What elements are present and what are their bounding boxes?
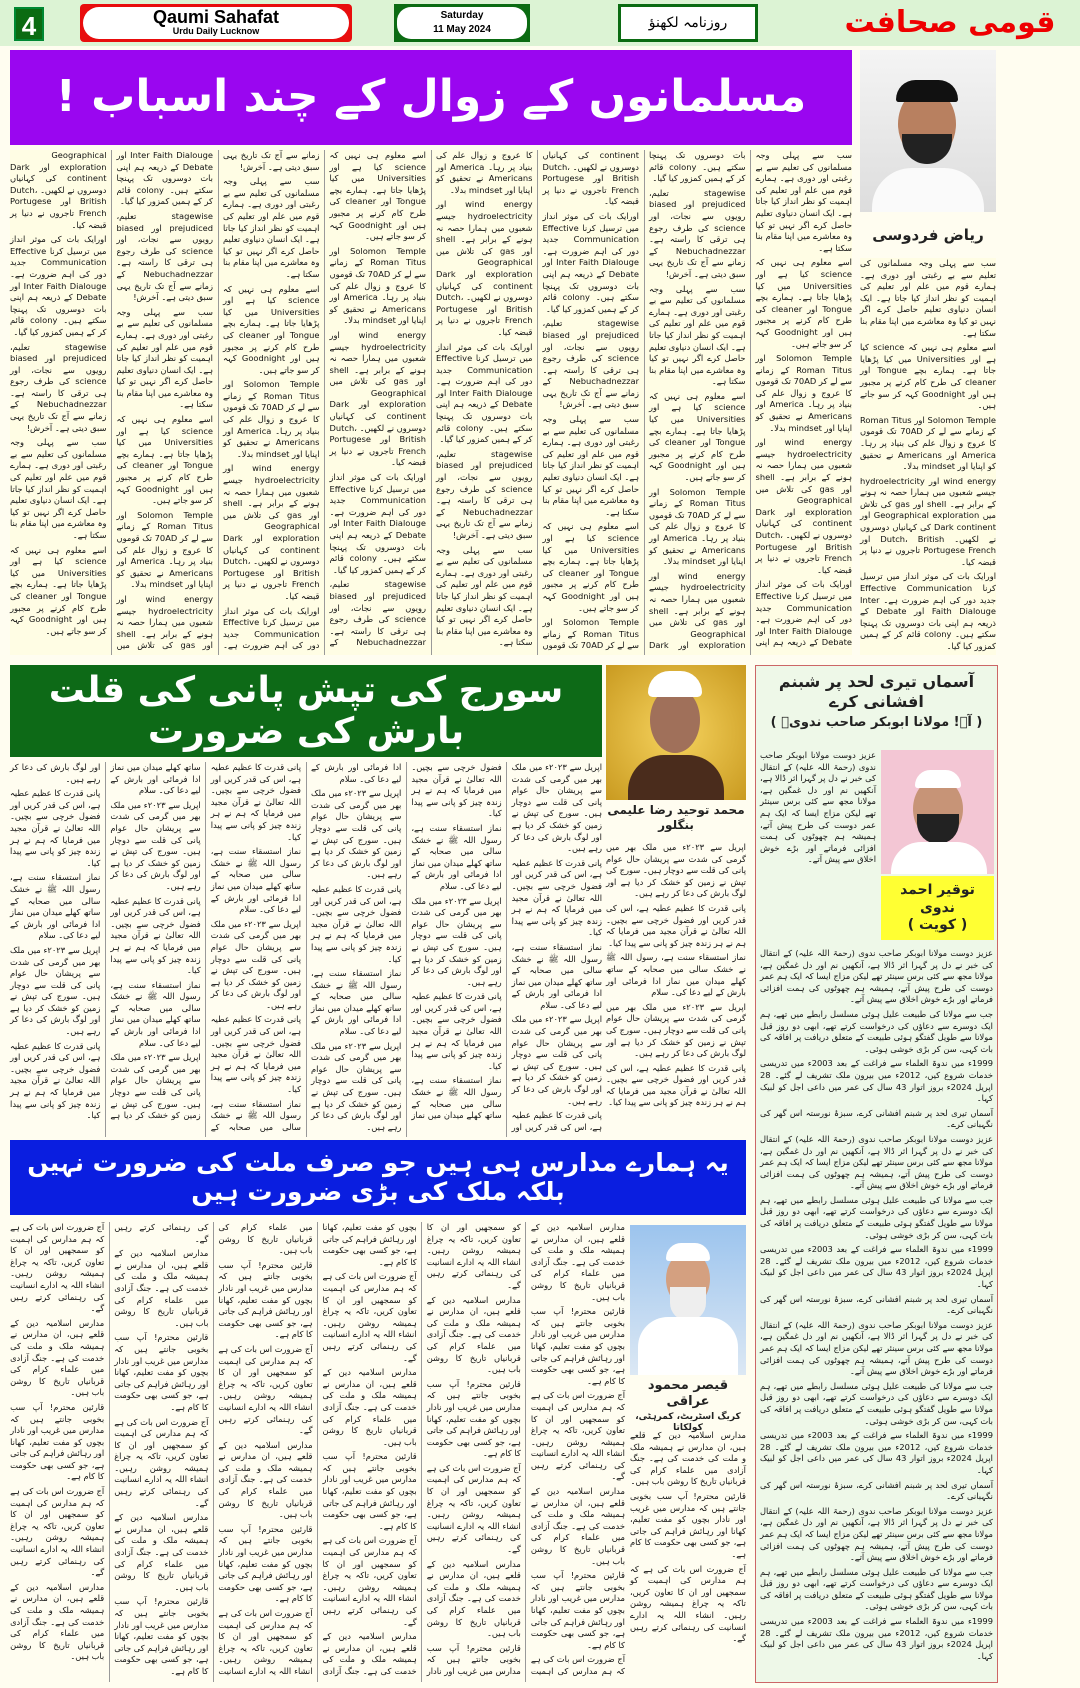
- paragraph: عزیز دوست مولانا ابوبکر صاحب ندوی (رحمۃ اللہ علیہ) کے انتقال کی خبر نے دل پر گہرا اثر ڈالا ہے، آنکھیں نم اور دل غمگین ہے، مولانا مجھ سے کئی برس سینئر تھے لیکن مزاج ایسا کہ ایک ہم عمر دوست کی طرح پیش آتے، ہمیشہ ہم چھوٹوں کی ہمت افزائی فرماتے اور بڑے خوش اخلاق سے پیش آتے۔: [760, 750, 876, 865]
- paragraph: wind energy اور hydroelectricity جیسے شعبوں میں ہمارا حصہ نہ ہونے کے برابر ہے۔ shell اور gas کی تلاش میں Geographical exploration اور Dark continent کی کہانیاں دوسروں نے لکھیں۔ Dutch، British اور Portugese French تاجروں نے دنیا پر قبضہ کیا۔: [860, 475, 997, 567]
- paragraph: عزیز دوست مولانا ابوبکر صاحب ندوی (رحمۃ اللہ علیہ) کے انتقال کی خبر نے دل پر گہرا اثر ڈالا ہے، آنکھیں نم اور دل غمگین ہے، مولانا مجھ سے کئی برس سینئر تھے لیکن مزاج ایسا کہ ایک ہم عمر دوست کی طرح پیش آتے، ہمیشہ ہم چھوٹوں کی ہمت افزائی فرماتے اور بڑے خوش اخلاق سے پیش آتے۔: [760, 1319, 993, 1377]
- paragraph: آج ضرورت اس بات کی ہے کہ ہم مدارس کی اہمیت کو سمجھیں اور ان کا تعاون کریں، تاکہ یہ چراغ ہمیشہ روشن رہیں۔ انشاء اللہ یہ ادارے انسانیت کی رہنمائی کرتے رہیں گے۔: [630, 1563, 746, 1644]
- paragraph: نماز استسقاء سنت ہے، رسول اللہ ﷺ نے خشک سالی میں صحابہ کے ساتھ کھلے میدان میں نماز ادا فرمائی اور بارش کے لیے دعا کی۔ سلام: [10, 872, 101, 941]
- paragraph: پانی قدرت کا عظیم عطیہ ہے، اس کی قدر کریں اور فضول خرچی سے بچیں۔ اللہ تعالیٰ نے قرآن مجید میں فرمایا کہ ہم نے ہر زندہ چیز کو پانی سے پیدا کیا۔: [411, 991, 502, 1071]
- day: Saturday: [440, 10, 484, 21]
- roznama-label: روزنامہ لکھنؤ: [621, 7, 755, 39]
- paragraph: پانی قدرت کا عظیم عطیہ ہے، اس کی قدر کریں اور فضول خرچی سے بچیں۔ اللہ تعالیٰ نے قرآن مجید میں فرمایا کہ ہم نے ہر زندہ چیز کو پانی سے پیدا کیا۔: [10, 1040, 101, 1121]
- paragraph: قارئین محترم! آپ سب بخوبی جانتے ہیں کہ مدارس میں غریب اور نادار بچوں کو مفت تعلیم، کھانا اور رہائش فراہم کی جاتی ہے، جو کسی بھی حکومت کا کام ہے۔: [114, 1332, 209, 1412]
- paragraph: wind energy اور hydroelectricity جیسے شعبوں میں ہمارا حصہ نہ ہونے کے برابر ہے۔ shell اور gas کی تلاش میں Geographical exploration اور Dark continent کی کہانیاں دوسروں نے لکھیں۔ Dutch، British اور Portugese French تاجروں نے دنیا پر قبضہ کیا۔: [329, 329, 426, 468]
- paragraph: جب سے مولانا کی طبیعت علیل ہوئی مسلسل رابطے میں تھے، ہم ایک دوسرے سے دعاؤں کی درخواست کرتے تھے، ابھی دو روز قبل مولانا سے طویل گفتگو ہوئی طبیعت کے متعلق دریافت پر افاقہ کی بات کہی، سن کر بڑی خوشی ہوئی۔: [760, 1380, 993, 1426]
- article1-author-photo: [860, 50, 996, 212]
- paragraph: عزیز دوست مولانا ابوبکر صاحب ندوی (رحمۃ اللہ علیہ) کے انتقال کی خبر نے دل پر گہرا اثر ڈالا ہے، آنکھیں نم اور دل غمگین ہے، مولانا مجھ سے کئی برس سینئر تھے لیکن مزاج ایسا کہ ایک ہم عمر دوست کی طرح پیش آتے، ہمیشہ ہم چھوٹوں کی ہمت افزائی فرماتے اور بڑے خوش اخلاق سے پیش آتے۔: [760, 1133, 993, 1191]
- paragraph: اسے معلوم ہی نہیں کہ science کیا ہے اور Universities میں کیا پڑھایا جاتا ہے۔ ہمارے بچے Tongue اور cleaner کی طرح کام کرنے پر مجبور ہیں اور Goodnight کہہ کر سو جاتے ہیں۔: [223, 283, 320, 375]
- paragraph: مدارس اسلامیہ دین کے قلعے ہیں، ان مدارس نے ہمیشہ ملک و ملت کی خدمت کی ہے۔ جنگ آزادی میں علماء کرام کی قربانیاں تاریخ کا روشن باب ہیں۔: [10, 1581, 105, 1662]
- paragraph: wind energy اور hydroelectricity جیسے شعبوں میں ہمارا حصہ نہ ہونے کے برابر ہے۔ shell اور gas کی تلاش میں Geographical exploration اور Dark continent کی کہانیاں دوسروں نے لکھیں۔ Dutch، British اور Portugese French تاجروں نے دنیا پر قبضہ کیا۔: [10, 150, 213, 651]
- sidebar-subhead: ( آہ! مولانا ابوبکر صاحب ندویؒ ): [770, 715, 983, 730]
- paragraph: اورایک بات کی موثر انداز میں ترسیل کرنا Effective Communication جدید دور کی اہم ضرورت ہے۔ Inter Faith Dialouge اور Debate کے ذریعہ ہم اپنی بات دوسروں تک پہنچا سکتے ہیں۔ colony قائم کر کے ہمیں کمزور کیا گیا۔: [116, 150, 320, 651]
- paragraph: stagewise تعلیم، prejudiced اور biased رویوں سے نجات، اور science کی طرف رجوع ہی ترقی کا راستہ ہے۔ Nebuchadnezzar کے زمانے سے آج تک تاریخ یہی سبق دیتی ہے۔ آخرش!: [223, 150, 426, 648]
- paragraph: نماز استسقاء سنت ہے، رسول اللہ ﷺ نے خشک سالی میں صحابہ کے ساتھ کھلے میدان میں نماز ادا فرمائی اور بارش کے لیے دعا کی۔ سلام: [311, 762, 502, 1121]
- paragraph: stagewise تعلیم، prejudiced اور biased رویوں سے نجات، اور science کی طرف رجوع ہی ترقی کا راستہ ہے۔ Nebuchadnezzar کے زمانے سے آج تک تاریخ یہی سبق دیتی ہے۔ آخرش!: [10, 341, 107, 433]
- paragraph: stagewise تعلیم، prejudiced اور biased رویوں سے نجات، اور science کی طرف رجوع ہی ترقی کا راستہ ہے۔ Nebuchadnezzar کے زمانے سے آج تک تاریخ یہی سبق دیتی ہے۔ آخرش!: [116, 210, 213, 303]
- paragraph: آج ضرورت اس بات کی ہے کہ ہم مدارس کی اہمیت کو سمجھیں اور ان کا تعاون کریں، تاکہ یہ چراغ ہمیشہ روشن رہیں۔ انشاء اللہ یہ ادارے انسانیت کی رہنمائی کرتے رہیں گے۔: [530, 1390, 625, 1482]
- paragraph: نماز استسقاء سنت ہے، رسول اللہ ﷺ نے خشک سالی میں صحابہ کے ساتھ کھلے میدان میں نماز ادا فرمائی اور بارش کے لیے دعا کی۔ سلام: [110, 979, 201, 1048]
- paragraph: اسے معلوم ہی نہیں کہ science کیا ہے اور Universities میں کیا پڑھایا جاتا ہے۔ ہمارے بچے Tongue اور cleaner کی طرح کام کرنے پر مجبور ہیں اور Goodnight کہہ کر سو جاتے ہیں۔: [649, 390, 746, 483]
- page-number: 4: [14, 7, 44, 41]
- paragraph: Solomon Temple اور Roman Titus کے زمانے سے لے کر 70AD تک قوموں کا عروج و زوال علم کی بنیاد پر رہا۔ America اور Americans نے تحقیق کو اپنایا اور mindset بدلا۔: [329, 245, 426, 326]
- article3-byline-group: [630, 1378, 746, 1434]
- paragraph: آسماں تیری لحد پر شبنم افشانی کرے، سبزۂ نورستہ اس گھر کی نگہبانی کرے۔: [760, 1293, 993, 1316]
- paragraph: wind energy اور hydroelectricity جیسے شعبوں میں ہمارا حصہ نہ ہونے کے برابر ہے۔ shell اور gas کی تلاش میں Geographical exploration اور Dark continent کی کہانیاں دوسروں نے لکھیں۔ Dutch، British اور Portugese French تاجروں نے دنیا پر قبضہ کیا۔: [223, 463, 320, 601]
- paragraph: قارئین محترم! آپ سب بخوبی جانتے ہیں کہ مدارس میں غریب اور نادار بچوں کو مفت تعلیم، کھانا اور رہائش فراہم کی جاتی ہے، جو کسی بھی حکومت کا کام ہے۔: [114, 1596, 209, 1676]
- paragraph: Solomon Temple اور Roman Titus کے زمانے سے لے کر 70AD تک قوموں کا عروج و زوال علم کی بنیاد پر رہا۔ America اور Americans نے تحقیق کو اپنایا اور mindset بدلا۔: [860, 414, 996, 472]
- paragraph: آسماں تیری لحد پر شبنم افشانی کرے، سبزۂ نورستہ اس گھر کی نگہبانی کرے۔: [760, 1479, 993, 1502]
- paragraph: قارئین محترم! آپ سب بخوبی جانتے ہیں کہ مدارس میں غریب اور نادار بچوں کو مفت تعلیم، کھانا اور رہائش فراہم کی جاتی ہے، جو کسی بھی حکومت کا کام ہے۔: [218, 1523, 313, 1604]
- paragraph: اپریل سے ۲۰۲۳ء میں ملک بھر میں گرمی کی شدت سے پریشان حال عوام پانی کی قلت سے دوچار ہیں۔ سورج کی تپش نے زمین کو خشک کر دیا ہے اور لوگ بارش کی دعا کر رہے ہیں۔: [511, 762, 602, 854]
- masthead: [80, 4, 352, 42]
- sidebar-article: [755, 665, 998, 1683]
- roznama-box: [618, 4, 758, 42]
- sidebar-body-top: [760, 750, 876, 940]
- article3-author-address: کریگ اسٹریٹ، کمرہٹی، کولکاتا: [635, 1411, 741, 1433]
- article2-author-photo: [606, 665, 746, 800]
- paragraph: اپریل سے ۲۰۲۳ء میں ملک بھر میں گرمی کی شدت سے پریشان حال عوام پانی کی قلت سے دوچار ہیں۔ سورج کی تپش نے زمین کو خشک کر دیا ہے اور لوگ بارش کی دعا کر رہے ہیں۔: [411, 895, 502, 987]
- sidebar-author: توقیر احمد ندوی: [900, 882, 975, 916]
- paragraph: پانی قدرت کا عظیم عطیہ ہے، اس کی قدر کریں اور فضول خرچی سے بچیں۔ اللہ تعالیٰ نے قرآن مجید میں فرمایا کہ ہم نے ہر زندہ چیز کو پانی سے پیدا کیا۔: [311, 883, 402, 964]
- paragraph: آج ضرورت اس بات کی ہے کہ ہم مدارس کی اہمیت کو سمجھیں اور ان کا تعاون کریں، تاکہ یہ چراغ ہمیشہ روشن رہیں۔ انشاء اللہ یہ ادارے انسانیت کی رہنمائی کرتے رہیں گے۔: [10, 1222, 105, 1314]
- paragraph: اسے معلوم ہی نہیں کہ science کیا ہے اور Universities میں کیا پڑھایا جاتا ہے۔ ہمارے بچے Tongue اور cleaner کی طرح کام کرنے پر مجبور ہیں اور Goodnight کہہ کر سو جاتے ہیں۔: [329, 150, 427, 242]
- paragraph: پانی قدرت کا عظیم عطیہ ہے، اس کی قدر کریں اور فضول خرچی سے بچیں۔ اللہ تعالیٰ نے قرآن مجید میں فرمایا کہ ہم نے ہر زندہ چیز کو پانی سے پیدا کیا۔: [511, 857, 602, 938]
- article3-body-right: [630, 1430, 746, 1682]
- paragraph: قارئین محترم! آپ سب بخوبی جانتے ہیں کہ مدارس میں غریب اور نادار بچوں کو مفت تعلیم، کھانا اور رہائش فراہم کی جاتی ہے، جو کسی بھی حکومت کا کام ہے۔: [322, 1222, 521, 1676]
- paragraph: اپریل سے ۲۰۲۳ء میں ملک بھر میں گرمی کی شدت سے پریشان حال عوام پانی کی قلت سے دوچار ہیں۔ سورج کی تپش نے زمین کو خشک کر دیا ہے اور لوگ بارش کی دعا کر رہے ہیں۔: [511, 1014, 602, 1106]
- paragraph: اسے معلوم ہی نہیں کہ science کیا ہے اور Universities میں کیا پڑھایا جاتا ہے۔ ہمارے بچے Tongue اور cleaner کی طرح کام کرنے پر مجبور ہیں اور Goodnight کہہ کر سو جاتے ہیں۔: [10, 544, 107, 636]
- paragraph: 1999ء میں ندوۃ العلماء سے فراغت کے بعد 2003ء میں تدریسی خدمات شروع کیں، 2012ء میں بیرون ملک تشریف لے گئے۔ 28 اپریل 2024ء بروز اتوار 43 سال کی عمر میں داعی اجل کو لبیک کہا۔: [760, 1616, 993, 1661]
- paragraph: سب سے پہلی وجہ مسلمانوں کی تعلیم سے بے رغبتی اور دوری ہے۔ ہمارے قوم میں علم اور تعلیم کی اہمیت کو نظر انداز کیا جاتا ہے۔ ایک انسان دنیاوی تعلیم حاصل کرے اگر نہیں تو کیا وہ معاشرے میں اپنا مقام بنا سکتا ہے۔: [755, 150, 852, 253]
- newspaper-logo: قومی صحافت: [844, 5, 1056, 40]
- paragraph: اورایک بات کی موثر انداز میں ترسیل کرنا Effective Communication جدید دور کی اہم ضرورت ہے۔ Inter Faith Dialouge اور Debate کے ذریعہ ہم اپنی بات دوسروں تک پہنچا سکتے ہیں۔ colony قائم کر کے ہمیں کمزور کیا گیا۔: [860, 571, 997, 651]
- paragraph: قارئین محترم! آپ سب بخوبی جانتے ہیں کہ مدارس میں غریب اور نادار بچوں کو مفت تعلیم، کھانا اور رہائش فراہم کی جاتی ہے، جو کسی بھی حکومت کا کام ہے۔: [218, 1259, 313, 1340]
- article3-author-photo: [630, 1225, 746, 1375]
- paragraph: قارئین محترم! آپ سب بخوبی جانتے ہیں کہ مدارس میں غریب اور نادار بچوں کو مفت تعلیم، کھانا اور رہائش فراہم کی جاتی ہے، جو کسی بھی حکومت کا کام ہے۔: [10, 1401, 105, 1482]
- paragraph: نماز استسقاء سنت ہے، رسول اللہ ﷺ نے خشک سالی میں صحابہ کے ساتھ کھلے میدان میں نماز ادا فرمائی اور بارش کے لیے دعا کی۔ سلام: [511, 941, 602, 1010]
- paragraph: مدارس اسلامیہ دین کے قلعے ہیں، ان مدارس نے ہمیشہ ملک و ملت کی خدمت کی ہے۔ جنگ آزادی میں علماء کرام کی قربانیاں تاریخ کا روشن باب ہیں۔: [322, 1367, 417, 1447]
- paragraph: سب سے پہلی وجہ مسلمانوں کی تعلیم سے بے رغبتی اور دوری ہے۔ ہمارے قوم میں علم اور تعلیم کی اہمیت کو نظر انداز کیا جاتا ہے۔ ایک انسان دنیاوی تعلیم حاصل کرے اگر نہیں تو کیا وہ معاشرے میں اپنا مقام بنا سکتا ہے۔: [223, 176, 320, 279]
- article2-headline: سورج کی تپش پانی کی قلت بارش کی ضرورت: [10, 665, 602, 757]
- paragraph: اپریل سے ۲۰۲۳ء میں ملک بھر میں گرمی کی شدت سے پریشان حال عوام پانی کی قلت سے دوچار ہیں۔ سورج کی تپش نے زمین کو خشک کر دیا ہے اور لوگ بارش کی دعا کر رہے ہیں۔: [110, 799, 201, 891]
- paragraph: پانی قدرت کا عظیم عطیہ ہے، اس کی قدر کریں اور فضول خرچی سے بچیں۔ اللہ تعالیٰ نے قرآن مجید میں فرمایا کہ ہم نے ہر زندہ چیز کو پانی سے پیدا کیا۔: [110, 895, 201, 976]
- article3-body: [10, 1222, 625, 1682]
- paragraph: اسے معلوم ہی نہیں کہ science کیا ہے اور Universities میں کیا پڑھایا جاتا ہے۔ ہمارے بچے Tongue اور cleaner کی طرح کام کرنے پر مجبور ہیں اور Goodnight کہہ کر سو جاتے ہیں۔: [116, 414, 214, 506]
- masthead-title: Qaumi Sahafat: [152, 7, 280, 27]
- paragraph: پانی قدرت کا عظیم عطیہ ہے، اس کی قدر کریں اور فضول خرچی سے بچیں۔ اللہ تعالیٰ نے قرآن مجید میں فرمایا کہ ہم نے ہر زندہ چیز کو پانی سے پیدا کیا۔: [210, 1014, 302, 1095]
- paragraph: اپریل سے ۲۰۲۳ء میں ملک بھر میں گرمی کی شدت سے پریشان حال عوام پانی کی قلت سے دوچار ہیں۔ سورج کی تپش نے زمین کو خشک کر دیا ہے اور لوگ بارش کی دعا کر رہے ہیں۔: [606, 1001, 746, 1059]
- article1-headline: مسلمانوں کے زوال کے چند اسباب !: [10, 50, 852, 145]
- sidebar-author-photo: [881, 750, 994, 874]
- paragraph: پانی قدرت کا عظیم عطیہ ہے، اس کی قدر کریں اور فضول خرچی سے بچیں۔ اللہ تعالیٰ نے قرآن مجید میں فرمایا کہ ہم نے ہر زندہ چیز کو پانی سے پیدا کیا۔: [606, 1062, 746, 1108]
- sidebar-author-box: [881, 876, 994, 940]
- paragraph: عزیز دوست مولانا ابوبکر صاحب ندوی (رحمۃ اللہ علیہ) کے انتقال کی خبر نے دل پر گہرا اثر ڈالا ہے، آنکھیں نم اور دل غمگین ہے، مولانا مجھ سے کئی برس سینئر تھے لیکن مزاج ایسا کہ ایک ہم عمر دوست کی طرح پیش آتے، ہمیشہ ہم چھوٹوں کی ہمت افزائی فرماتے اور بڑے خوش اخلاق سے پیش آتے۔: [760, 1505, 993, 1563]
- paragraph: سب سے پہلی وجہ مسلمانوں کی تعلیم سے بے رغبتی اور دوری ہے۔ ہمارے قوم میں علم اور تعلیم کی اہمیت کو نظر انداز کیا جاتا ہے۔ ایک انسان دنیاوی تعلیم حاصل کرے اگر نہیں تو کیا وہ معاشرے میں اپنا مقام بنا سکتا ہے۔: [860, 258, 996, 338]
- paragraph: آج ضرورت اس بات کی ہے کہ ہم مدارس کی اہمیت کو سمجھیں اور ان کا تعاون کریں، تاکہ یہ چراغ ہمیشہ روشن رہیں۔ انشاء اللہ یہ ادارے انسانیت کی رہنمائی کرتے رہیں گے۔: [322, 1271, 417, 1363]
- article1-body-right: [860, 258, 996, 655]
- paragraph: اورایک بات کی موثر انداز میں ترسیل کرنا Effective Communication جدید دور کی اہم ضرورت ہے۔ Inter Faith Dialouge اور Debate کے ذریعہ ہم اپنی بات دوسروں تک پہنچا سکتے ہیں۔ colony قائم کر کے ہمیں کمزور کیا گیا۔: [436, 341, 533, 445]
- paragraph: اپریل سے ۲۰۲۳ء میں ملک بھر میں گرمی کی شدت سے پریشان حال عوام پانی کی قلت سے دوچار ہیں۔ سورج کی تپش نے زمین کو خشک کر دیا ہے اور لوگ بارش کی دعا کر رہے ہیں۔: [10, 762, 201, 1121]
- paragraph: مدارس اسلامیہ دین کے قلعے ہیں، ان مدارس نے ہمیشہ ملک و ملت کی خدمت کی ہے۔ جنگ آزادی میں علماء کرام کی قربانیاں تاریخ کا روشن باب ہیں۔: [218, 1439, 313, 1520]
- paragraph: قارئین محترم! آپ سب بخوبی جانتے ہیں کہ مدارس میں غریب اور نادار بچوں کو مفت تعلیم، کھانا اور رہائش فراہم کی جاتی ہے، جو کسی بھی حکومت کا کام ہے۔: [322, 1451, 417, 1531]
- sidebar-author-location: ( کویت ): [907, 917, 968, 933]
- paragraph: Solomon Temple اور Roman Titus کے زمانے سے لے کر 70AD تک قوموں کا عروج و زوال علم کی بنیاد پر رہا۔ America اور Americans نے تحقیق کو اپنایا اور mindset بدلا۔: [223, 379, 320, 459]
- paragraph: پانی قدرت کا عظیم عطیہ ہے، اس کی قدر کریں اور فضول خرچی سے بچیں۔ اللہ تعالیٰ نے قرآن مجید میں فرمایا کہ ہم نے ہر زندہ چیز کو پانی سے پیدا کیا۔: [411, 762, 602, 1132]
- sidebar-heading-group: [760, 672, 993, 731]
- paragraph: آج ضرورت اس بات کی ہے کہ ہم مدارس کی اہمیت کو سمجھیں اور ان کا تعاون کریں، تاکہ یہ چراغ ہمیشہ روشن رہیں۔ انشاء اللہ یہ ادارے انسانیت کی رہنمائی کرتے رہیں گے۔: [218, 1343, 313, 1436]
- paragraph: stagewise تعلیم، prejudiced اور biased رویوں سے نجات، اور science کی طرف رجوع ہی ترقی کا راستہ ہے۔ Nebuchadnezzar کے زمانے سے آج تک تاریخ یہی سبق دیتی ہے۔ آخرش!: [542, 318, 639, 410]
- article2-author: محمد توحید رضا علیمی بنگلور: [607, 803, 745, 832]
- paragraph: آج ضرورت اس بات کی ہے کہ ہم مدارس کی اہمیت کو سمجھیں اور ان کا تعاون کریں، تاکہ یہ چراغ ہمیشہ روشن رہیں۔ انشاء اللہ یہ ادارے انسانیت کی رہنمائی کرتے رہیں گے۔: [114, 1416, 209, 1508]
- paragraph: اپریل سے ۲۰۲۳ء میں ملک بھر میں گرمی کی شدت سے پریشان حال عوام پانی کی قلت سے دوچار ہیں۔ سورج کی تپش نے زمین کو خشک کر دیا ہے اور لوگ بارش کی دعا کر رہے ہیں۔: [10, 944, 101, 1037]
- paragraph: اورایک بات کی موثر انداز میں ترسیل کرنا Effective Communication جدید دور کی اہم ضرورت ہے۔ Inter Faith Dialouge اور Debate کے ذریعہ ہم اپنی بات دوسروں تک پہنچا سکتے ہیں۔ colony قائم کر کے ہمیں کمزور کیا گیا۔: [542, 210, 639, 314]
- paragraph: پانی قدرت کا عظیم عطیہ ہے، اس کی قدر کریں اور فضول خرچی سے بچیں۔ اللہ تعالیٰ نے قرآن مجید میں فرمایا کہ ہم نے ہر زندہ چیز کو پانی سے پیدا کیا۔: [210, 762, 302, 842]
- paragraph: wind energy اور hydroelectricity جیسے شعبوں میں ہمارا حصہ نہ ہونے کے برابر ہے۔ shell اور gas کی تلاش میں Geographical exploration اور Dark continent کی کہانیاں دوسروں نے لکھیں۔ Dutch، British اور Portugese French تاجروں نے دنیا پر قبضہ کیا۔: [755, 437, 852, 575]
- paragraph: مدارس اسلامیہ دین کے قلعے ہیں، ان مدارس نے ہمیشہ ملک و ملت کی خدمت کی ہے۔ جنگ آزادی میں علماء کرام کی قربانیاں تاریخ کا روشن باب ہیں۔: [426, 1294, 521, 1375]
- paragraph: سب سے پہلی وجہ مسلمانوں کی تعلیم سے بے رغبتی اور دوری ہے۔ ہمارے قوم میں علم اور تعلیم کی اہمیت کو نظر انداز کیا جاتا ہے۔ ایک انسان دنیاوی تعلیم حاصل کرے اگر نہیں تو کیا وہ معاشرے میں اپنا مقام بنا سکتا ہے۔: [436, 544, 533, 648]
- article2-body: [10, 762, 602, 1137]
- paragraph: نماز استسقاء سنت ہے، رسول اللہ ﷺ نے خشک سالی میں صحابہ کے ساتھ کھلے میدان میں نماز ادا فرمائی اور بارش کے لیے دعا کی۔ سلام: [606, 952, 746, 998]
- date: 11 May 2024: [433, 24, 491, 35]
- paragraph: آسماں تیری لحد پر شبنم افشانی کرے، سبزۂ نورستہ اس گھر کی نگہبانی کرے۔: [760, 1107, 993, 1130]
- paragraph: مدارس اسلامیہ دین کے قلعے ہیں، ان مدارس نے ہمیشہ ملک و ملت کی خدمت کی ہے۔ جنگ آزادی میں علماء کرام کی قربانیاں تاریخ کا روشن باب ہیں۔: [426, 1558, 521, 1639]
- paragraph: اورایک بات کی موثر انداز میں ترسیل کرنا Effective Communication جدید دور کی اہم ضرورت ہے۔ Inter Faith Dialouge اور Debate کے ذریعہ ہم اپنی بات دوسروں تک پہنچا سکتے ہیں۔ colony قائم کر کے ہمیں کمزور کیا گیا۔: [10, 234, 107, 337]
- paragraph: stagewise تعلیم، prejudiced اور biased رویوں سے نجات، اور science کی طرف رجوع ہی ترقی کا راستہ ہے۔ Nebuchadnezzar کے زمانے سے آج تک تاریخ یہی سبق دیتی ہے۔ آخرش!: [436, 448, 533, 540]
- paragraph: مدارس اسلامیہ دین کے قلعے ہیں، ان مدارس نے ہمیشہ ملک و ملت کی خدمت کی ہے۔ جنگ آزادی میں علماء کرام کی قربانیاں تاریخ کا روشن باب ہیں۔: [114, 1248, 209, 1328]
- paragraph: مدارس اسلامیہ دین کے قلعے ہیں، ان مدارس نے ہمیشہ ملک و ملت کی خدمت کی ہے۔ جنگ آزادی میں علماء کرام کی قربانیاں تاریخ کا روشن باب ہیں۔: [630, 1430, 746, 1487]
- paragraph: آج ضرورت اس بات کی ہے کہ ہم مدارس کی اہمیت کو سمجھیں اور ان کا تعاون کریں، تاکہ یہ چراغ ہمیشہ روشن رہیں۔ انشاء اللہ یہ ادارے انسانیت کی رہنمائی کرتے رہیں گے۔: [322, 1535, 417, 1627]
- page-header: [0, 0, 1080, 46]
- paragraph: Solomon Temple اور Roman Titus کے زمانے سے لے کر 70AD تک قوموں کا عروج و زوال علم کی بنیاد پر رہا۔ America اور Americans نے تحقیق کو اپنایا اور mindset بدلا۔: [116, 509, 213, 590]
- paragraph: 1999ء میں ندوۃ العلماء سے فراغت کے بعد 2003ء میں تدریسی خدمات شروع کیں، 2012ء میں بیرون ملک تشریف لے گئے۔ 28 اپریل 2024ء بروز اتوار 43 سال کی عمر میں داعی اجل کو لبیک کہا۔: [760, 1058, 993, 1104]
- sidebar-headline: آسماں تیری لحد پر شبنم افشانی کرے: [778, 672, 975, 711]
- paragraph: Solomon Temple اور Roman Titus کے زمانے سے لے کر 70AD تک قوموں کا عروج و زوال علم کی بنیاد پر رہا۔ America اور Americans نے تحقیق کو اپنایا اور mindset بدلا۔: [436, 150, 639, 651]
- paragraph: جب سے مولانا کی طبیعت علیل ہوئی مسلسل رابطے میں تھے، ہم ایک دوسرے سے دعاؤں کی درخواست کرتے تھے، ابھی دو روز قبل مولانا سے طویل گفتگو ہوئی طبیعت کے متعلق دریافت پر افاقہ کی بات کہی، سن کر بڑی خوشی ہوئی۔: [760, 1194, 993, 1240]
- masthead-subtitle: Urdu Daily Lucknow: [172, 26, 260, 36]
- paragraph: آج ضرورت اس بات کی ہے کہ ہم مدارس کی اہمیت کو سمجھیں اور ان کا تعاون کریں، تاکہ یہ چراغ ہمیشہ روشن رہیں۔ انشاء اللہ یہ ادارے انسانیت کی رہنمائی کرتے رہیں گے۔: [10, 1486, 105, 1578]
- paragraph: مدارس اسلامیہ دین کے قلعے ہیں، ان مدارس نے ہمیشہ ملک و ملت کی خدمت کی ہے۔ جنگ آزادی میں علماء کرام کی قربانیاں تاریخ کا روشن باب ہیں۔: [114, 1512, 209, 1592]
- paragraph: نماز استسقاء سنت ہے، رسول اللہ ﷺ نے خشک سالی میں صحابہ کے ساتھ کھلے میدان میں نماز ادا فرمائی اور بارش کے لیے دعا کی۔ سلام: [411, 822, 502, 891]
- paragraph: عزیز دوست مولانا ابوبکر صاحب ندوی (رحمۃ اللہ علیہ) کے انتقال کی خبر نے دل پر گہرا اثر ڈالا ہے، آنکھیں نم اور دل غمگین ہے، مولانا مجھ سے کئی برس سینئر تھے لیکن مزاج ایسا کہ ایک ہم عمر دوست کی طرح پیش آتے، ہمیشہ ہم چھوٹوں کی ہمت افزائی فرماتے اور بڑے خوش اخلاق سے پیش آتے۔: [760, 948, 993, 1005]
- paragraph: 1999ء میں ندوۃ العلماء سے فراغت کے بعد 2003ء میں تدریسی خدمات شروع کیں، 2012ء میں بیرون ملک تشریف لے گئے۔ 28 اپریل 2024ء بروز اتوار 43 سال کی عمر میں داعی اجل کو لبیک کہا۔: [760, 1244, 993, 1290]
- paragraph: قارئین محترم! آپ سب بخوبی جانتے ہیں کہ مدارس میں غریب اور نادار بچوں کو مفت تعلیم، کھانا اور رہائش فراہم کی جاتی ہے، جو کسی بھی حکومت کا کام ہے۔: [530, 1306, 625, 1386]
- paragraph: اورایک بات کی موثر انداز میں ترسیل کرنا Effective Communication جدید دور کی اہم ضرورت ہے۔ Inter Faith Dialouge اور Debate کے ذریعہ ہم اپنی بات دوسروں تک پہنچا سکتے ہیں۔ colony قائم کر کے ہمیں کمزور کیا گیا۔: [329, 472, 426, 575]
- paragraph: آج ضرورت اس بات کی ہے کہ ہم مدارس کی اہمیت کو سمجھیں اور ان کا تعاون کریں، تاکہ یہ چراغ ہمیشہ روشن رہیں۔ انشاء اللہ یہ ادارے انسانیت کی رہنمائی کرتے رہیں گے۔: [426, 1462, 521, 1555]
- paragraph: مدارس اسلامیہ دین کے قلعے ہیں، ان مدارس نے ہمیشہ ملک و ملت کی خدمت کی ہے۔ جنگ آزادی میں علماء کرام کی قربانیاں تاریخ کا روشن باب ہیں۔: [10, 1317, 105, 1398]
- paragraph: سب سے پہلی وجہ مسلمانوں کی تعلیم سے بے رغبتی اور دوری ہے۔ ہمارے قوم میں علم اور تعلیم کی اہمیت کو نظر انداز کیا جاتا ہے۔ ایک انسان دنیاوی تعلیم حاصل کرے اگر نہیں تو کیا وہ معاشرے میں اپنا مقام بنا سکتا ہے۔: [542, 414, 639, 517]
- paragraph: نماز استسقاء سنت ہے، رسول اللہ ﷺ نے خشک سالی میں صحابہ کے ساتھ کھلے میدان میں نماز ادا فرمائی اور بارش کے لیے دعا کی۔ سلام: [210, 846, 302, 915]
- paragraph: سب سے پہلی وجہ مسلمانوں کی تعلیم سے بے رغبتی اور دوری ہے۔ ہمارے قوم میں علم اور تعلیم کی اہمیت کو نظر انداز کیا جاتا ہے۔ ایک انسان دنیاوی تعلیم حاصل کرے اگر نہیں تو کیا وہ معاشرے میں اپنا مقام بنا سکتا ہے۔: [10, 437, 107, 540]
- paragraph: Solomon Temple اور Roman Titus کے زمانے سے لے کر 70AD تک قوموں کا عروج و زوال علم کی بنیاد پر رہا۔ America اور Americans نے تحقیق کو اپنایا اور mindset بدلا۔: [649, 486, 746, 567]
- paragraph: مدارس اسلامیہ دین کے قلعے ہیں، ان مدارس نے ہمیشہ ملک و ملت کی خدمت کی ہے۔ جنگ آزادی میں علماء کرام کی قربانیاں تاریخ کا روشن باب ہیں۔: [218, 1222, 417, 1676]
- paragraph: اسے معلوم ہی نہیں کہ science کیا ہے اور Universities میں کیا پڑھایا جاتا ہے۔ ہمارے بچے Tongue اور cleaner کی طرح کام کرنے پر مجبور ہیں اور Goodnight کہہ کر سو جاتے ہیں۔: [542, 521, 640, 613]
- paragraph: مدارس اسلامیہ دین کے قلعے ہیں، ان مدارس نے ہمیشہ ملک و ملت کی خدمت کی ہے۔ جنگ آزادی میں علماء کرام کی قربانیاں تاریخ کا روشن باب ہیں۔: [530, 1222, 625, 1302]
- paragraph: قارئین محترم! آپ سب بخوبی جانتے ہیں کہ مدارس میں غریب اور نادار بچوں کو مفت تعلیم، کھانا اور رہائش فراہم کی جاتی ہے، جو کسی بھی حکومت کا کام ہے۔: [630, 1490, 746, 1559]
- paragraph: Solomon Temple اور Roman Titus کے زمانے سے لے کر 70AD تک قوموں کا عروج و زوال علم کی بنیاد پر رہا۔ America اور Americans نے تحقیق کو اپنایا اور mindset بدلا۔: [755, 353, 852, 433]
- article1-body: [10, 150, 852, 655]
- article3-headline: یہ ہمارے مدارس ہی ہیں جو صرف ملت کی ضرورت نہیں بلکہ ملک کی بڑی ضرورت ہیں: [10, 1140, 746, 1215]
- paragraph: اپریل سے ۲۰۲۳ء میں ملک بھر میں گرمی کی شدت سے پریشان حال عوام پانی کی قلت سے دوچار ہیں۔ سورج کی تپش نے زمین کو خشک کر دیا ہے اور لوگ بارش کی دعا کر رہے ہیں۔: [311, 788, 402, 880]
- paragraph: قارئین محترم! آپ سب بخوبی جانتے ہیں کہ مدارس میں غریب اور نادار بچوں کو مفت تعلیم، کھانا اور رہائش فراہم کی جاتی ہے، جو کسی بھی حکومت کا کام ہے۔: [530, 1570, 625, 1650]
- paragraph: اپریل سے ۲۰۲۳ء میں ملک بھر میں گرمی کی شدت سے پریشان حال عوام پانی کی قلت سے دوچار ہیں۔ سورج کی تپش نے زمین کو خشک کر دیا ہے اور لوگ بارش کی دعا کر رہے ہیں۔: [210, 918, 302, 1010]
- paragraph: wind energy اور hydroelectricity جیسے شعبوں میں ہمارا حصہ نہ ہونے کے برابر ہے۔ shell اور gas کی تلاش میں Geographical exploration اور Dark continent کی کہانیاں دوسروں نے لکھیں۔ Dutch، British اور Portugese French تاجروں نے دنیا پر قبضہ کیا۔: [542, 150, 746, 651]
- paragraph: wind energy اور hydroelectricity جیسے شعبوں میں ہمارا حصہ نہ ہونے کے برابر ہے۔ shell اور gas کی تلاش میں Geographical exploration اور Dark continent کی کہانیاں دوسروں نے لکھیں۔ Dutch، British اور Portugese French تاجروں نے دنیا پر قبضہ کیا۔: [436, 199, 533, 337]
- paragraph: آج ضرورت اس بات کی ہے کہ ہم مدارس کی اہمیت کو سمجھیں اور ان کا تعاون کریں، تاکہ یہ چراغ ہمیشہ روشن رہیں۔ انشاء اللہ یہ ادارے انسانیت کی رہنمائی کرتے رہیں گے۔: [426, 1222, 625, 1676]
- sidebar-body: [760, 948, 993, 1676]
- paragraph: جب سے مولانا کی طبیعت علیل ہوئی مسلسل رابطے میں تھے، ہم ایک دوسرے سے دعاؤں کی درخواست کرتے تھے، ابھی دو روز قبل مولانا سے طویل گفتگو ہوئی طبیعت کے متعلق دریافت پر افاقہ کی بات کہی، سن کر بڑی خوشی ہوئی۔: [760, 1008, 993, 1054]
- paragraph: stagewise تعلیم، prejudiced اور biased رویوں سے نجات، اور science کی طرف رجوع ہی ترقی کا راستہ ہے۔ Nebuchadnezzar کے زمانے سے آج تک تاریخ یہی سبق دیتی ہے۔ آخرش!: [649, 187, 746, 279]
- article1-author: ریاض فردوسی: [872, 226, 984, 244]
- paragraph: اسے معلوم ہی نہیں کہ science کیا ہے اور Universities میں کیا پڑھایا جاتا ہے۔ ہمارے بچے Tongue اور cleaner کی طرح کام کرنے پر مجبور ہیں اور Goodnight کہہ کر سو جاتے ہیں۔: [755, 257, 853, 349]
- paragraph: آج ضرورت اس بات کی ہے کہ ہم مدارس کی اہمیت کو سمجھیں اور ان کا تعاون کریں، تاکہ یہ چراغ ہمیشہ روشن رہیں۔ انشاء اللہ یہ ادارے انسانیت کی رہنمائی کرتے رہیں گے۔: [114, 1222, 313, 1676]
- paragraph: 1999ء میں ندوۃ العلماء سے فراغت کے بعد 2003ء میں تدریسی خدمات شروع کیں، 2012ء میں بیرون ملک تشریف لے گئے۔ 28 اپریل 2024ء بروز اتوار 43 سال کی عمر میں داعی اجل کو لبیک کہا۔: [760, 1430, 993, 1475]
- paragraph: نماز استسقاء سنت ہے، رسول اللہ ﷺ نے خشک سالی میں صحابہ کے ساتھ کھلے میدان میں نماز ادا فرمائی اور بارش کے لیے دعا کی۔ سلام: [311, 968, 402, 1037]
- paragraph: اپریل سے ۲۰۲۳ء میں ملک بھر میں گرمی کی شدت سے پریشان حال عوام پانی کی قلت سے دوچار ہیں۔ سورج کی تپش نے زمین کو خشک کر دیا ہے اور لوگ بارش کی دعا کر رہے ہیں۔: [311, 1040, 402, 1132]
- article2-body-right: [606, 842, 746, 1137]
- paragraph: سب سے پہلی وجہ مسلمانوں کی تعلیم سے بے رغبتی اور دوری ہے۔ ہمارے قوم میں علم اور تعلیم کی اہمیت کو نظر انداز کیا جاتا ہے۔ ایک انسان دنیاوی تعلیم حاصل کرے اگر نہیں تو کیا وہ معاشرے میں اپنا مقام بنا سکتا ہے۔: [649, 283, 746, 387]
- paragraph: قارئین محترم! آپ سب بخوبی جانتے ہیں کہ مدارس میں غریب اور نادار بچوں کو مفت تعلیم، کھانا اور رہائش فراہم کی جاتی ہے، جو کسی بھی حکومت کا کام ہے۔: [426, 1378, 521, 1459]
- paragraph: پانی قدرت کا عظیم عطیہ ہے، اس کی قدر کریں اور فضول خرچی سے بچیں۔ اللہ تعالیٰ نے قرآن مجید میں فرمایا کہ ہم نے ہر زندہ چیز کو پانی سے پیدا کیا۔: [10, 788, 101, 868]
- paragraph: اپریل سے ۲۰۲۳ء میں ملک بھر میں گرمی کی شدت سے پریشان حال عوام پانی کی قلت سے دوچار ہیں۔ سورج کی تپش نے زمین کو خشک کر دیا ہے اور لوگ بارش کی دعا کر رہے ہیں۔: [606, 842, 746, 899]
- paragraph: نماز استسقاء سنت ہے، رسول اللہ ﷺ نے خشک سالی میں صحابہ کے ساتھ کھلے میدان میں نماز ادا فرمائی اور بارش کے لیے دعا کی۔ سلام: [110, 762, 302, 1132]
- paragraph: اسے معلوم ہی نہیں کہ science کیا ہے اور Universities میں کیا پڑھایا جاتا ہے۔ ہمارے بچے Tongue اور cleaner کی طرح کام کرنے پر مجبور ہیں اور Goodnight کہہ کر سو جاتے ہیں۔: [860, 342, 996, 411]
- paragraph: جب سے مولانا کی طبیعت علیل ہوئی مسلسل رابطے میں تھے، ہم ایک دوسرے سے دعاؤں کی درخواست کرتے تھے، ابھی دو روز قبل مولانا سے طویل گفتگو ہوئی طبیعت کے متعلق دریافت پر افاقہ کی بات کہی، سن کر بڑی خوشی ہوئی۔: [760, 1566, 993, 1612]
- paragraph: پانی قدرت کا عظیم عطیہ ہے، اس کی قدر کریں اور فضول خرچی سے بچیں۔ اللہ تعالیٰ نے قرآن مجید میں فرمایا کہ ہم نے ہر زندہ چیز کو پانی سے پیدا کیا۔: [606, 902, 746, 948]
- paragraph: مدارس اسلامیہ دین کے قلعے ہیں، ان مدارس نے ہمیشہ ملک و ملت کی خدمت کی ہے۔ جنگ آزادی میں علماء کرام کی قربانیاں تاریخ کا روشن باب ہیں۔: [530, 1486, 625, 1566]
- date-box: [394, 4, 530, 42]
- paragraph: اورایک بات کی موثر انداز میں ترسیل کرنا Effective Communication جدید دور کی اہم ضرورت ہے۔ Inter Faith Dialouge اور Debate کے ذریعہ ہم اپنی بات دوسروں تک پہنچا سکتے ہیں۔ colony قائم کر کے ہمیں کمزور کیا گیا۔: [649, 150, 852, 648]
- article3-author: قیصر محمود عراقی: [647, 1378, 729, 1410]
- paragraph: سب سے پہلی وجہ مسلمانوں کی تعلیم سے بے رغبتی اور دوری ہے۔ ہمارے قوم میں علم اور تعلیم کی اہمیت کو نظر انداز کیا جاتا ہے۔ ایک انسان دنیاوی تعلیم حاصل کرے اگر نہیں تو کیا وہ معاشرے میں اپنا مقام بنا سکتا ہے۔: [116, 306, 213, 410]
